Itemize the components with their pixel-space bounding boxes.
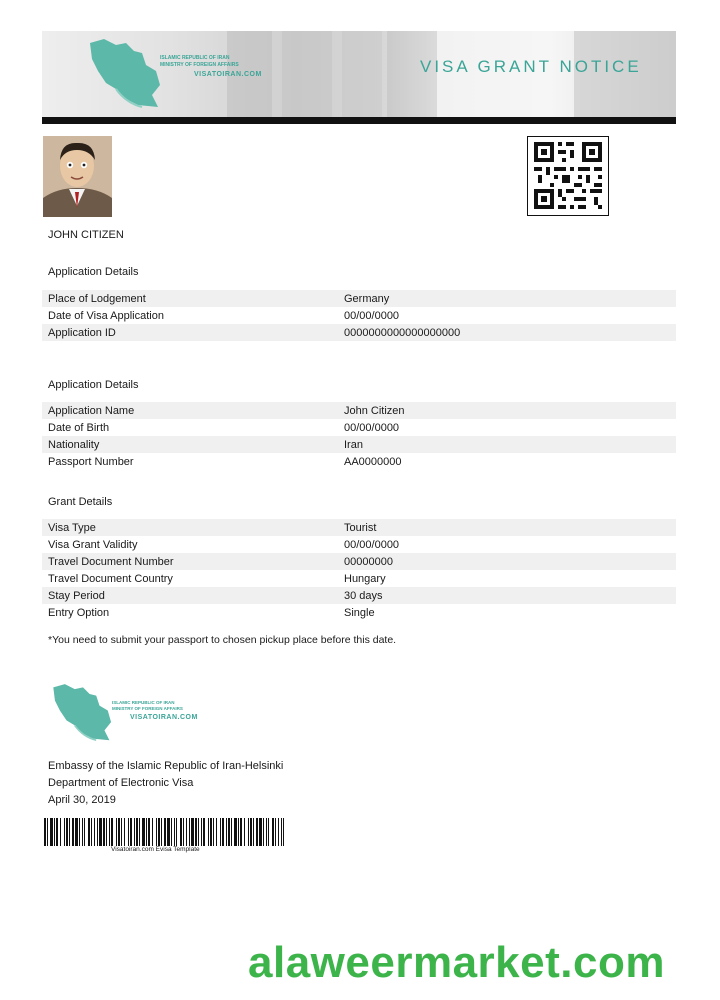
- row-label: Passport Number: [48, 455, 134, 468]
- table-row: [42, 604, 676, 621]
- grant-details-table: [42, 519, 676, 621]
- pickup-note: *You need to submit your passport to chosen pickup place before this date.: [48, 634, 397, 646]
- row-value: Single: [344, 606, 375, 619]
- row-label: Visa Type: [48, 521, 96, 534]
- row-value: Iran: [344, 438, 363, 451]
- qr-code: [527, 136, 609, 216]
- application-details-table: [42, 290, 676, 341]
- row-value: 00/00/0000: [344, 538, 400, 551]
- footer-logo-line1: ISLAMIC REPUBLIC OF IRAN: [112, 700, 175, 705]
- table-row: [42, 419, 676, 436]
- header-banner: [42, 31, 676, 117]
- table-row: [42, 587, 676, 604]
- banner-logo-line2: MINISTRY OF FOREIGN AFFAIRS: [160, 62, 239, 68]
- department-name: Department of Electronic Visa: [48, 777, 194, 789]
- table-row: [42, 402, 676, 419]
- row-value: AA0000000: [344, 455, 402, 468]
- banner-logo-line1: ISLAMIC REPUBLIC OF IRAN: [160, 55, 230, 61]
- banner-photo: [342, 31, 382, 117]
- banner-title: VISA GRANT NOTICE: [420, 57, 642, 76]
- table-row: [42, 453, 676, 470]
- table-row: [42, 324, 676, 341]
- embassy-name: Embassy of the Islamic Republic of Iran-Helsinki: [48, 760, 284, 772]
- table-row: [42, 436, 676, 453]
- row-label: Date of Birth: [48, 421, 110, 434]
- row-label: Entry Option: [48, 606, 110, 619]
- table-row: [42, 290, 676, 307]
- banner-divider: [42, 117, 676, 124]
- row-value: 00000000: [344, 555, 393, 568]
- row-label: Stay Period: [48, 589, 105, 602]
- row-label: Travel Document Country: [48, 572, 173, 585]
- table-row: [42, 553, 676, 570]
- applicant-name: JOHN CITIZEN: [48, 229, 124, 241]
- table-row: [42, 519, 676, 536]
- table-row: [42, 536, 676, 553]
- table-row: [42, 570, 676, 587]
- barcode: [44, 818, 284, 846]
- row-value: Hungary: [344, 572, 386, 585]
- row-value: 30 days: [344, 589, 383, 602]
- row-label: Nationality: [48, 438, 100, 451]
- row-label: Application ID: [48, 326, 116, 339]
- row-value: 00/00/0000: [344, 421, 400, 434]
- footer-logo-line2: MINISTRY OF FOREIGN AFFAIRS: [112, 706, 183, 711]
- row-label: Travel Document Number: [48, 555, 174, 568]
- iran-map-icon: [86, 37, 166, 111]
- barcode-caption: Visatoiran.com Evisa Template: [111, 846, 200, 853]
- watermark: alaweermarket.com: [248, 938, 665, 987]
- row-value: Tourist: [344, 521, 377, 534]
- row-value: 00/00/0000: [344, 309, 400, 322]
- banner-logo-line3: VISATOIRAN.COM: [194, 71, 262, 78]
- row-label: Date of Visa Application: [48, 309, 164, 322]
- row-label: Visa Grant Validity: [48, 538, 138, 551]
- footer-logo-line3: VISATOIRAN.COM: [130, 714, 198, 721]
- iran-map-icon: [50, 680, 116, 746]
- section-title-applicant-details: Application Details: [48, 379, 139, 391]
- section-title-grant-details: Grant Details: [48, 496, 113, 508]
- section-title-application-details: Application Details: [48, 266, 139, 278]
- table-row: [42, 307, 676, 324]
- applicant-details-table: [42, 402, 676, 470]
- applicant-photo: [43, 136, 112, 217]
- row-value: 0000000000000000000: [344, 326, 461, 339]
- footer-logo: [48, 678, 208, 748]
- row-label: Application Name: [48, 404, 135, 417]
- row-value: Germany: [344, 292, 390, 305]
- issue-date: April 30, 2019: [48, 794, 116, 806]
- row-label: Place of Lodgement: [48, 292, 146, 305]
- banner-photo: [282, 31, 332, 117]
- row-value: John Citizen: [344, 404, 405, 417]
